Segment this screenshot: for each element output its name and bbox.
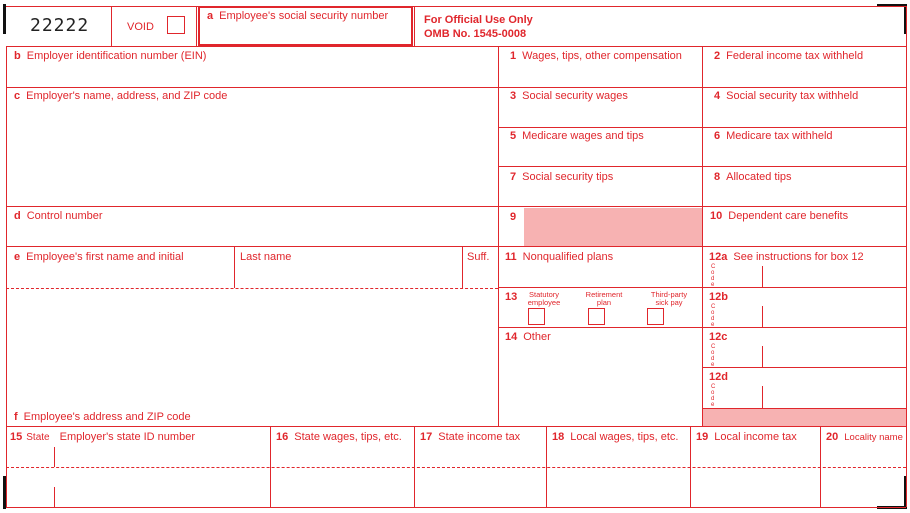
box-18-label: 18 Local wages, tips, etc. (552, 431, 679, 443)
box-c-label: c Employer's name, address, and ZIP code (14, 90, 228, 102)
dependent-care-field[interactable] (703, 226, 905, 245)
box-19-label: 19 Local income tax (696, 431, 797, 443)
box-12d-code-field[interactable] (719, 386, 761, 407)
box-4-label: 4 Social security tax withheld (714, 90, 859, 102)
employee-first-name-field[interactable] (7, 266, 233, 287)
box-12c-amount-field[interactable] (764, 346, 905, 366)
employee-suffix-field[interactable] (463, 266, 497, 287)
employer-name-address-field[interactable] (7, 106, 497, 205)
employee-last-name-field[interactable] (235, 266, 461, 287)
wages-field[interactable] (499, 66, 701, 86)
nonqualified-plans-field[interactable] (499, 266, 701, 286)
box-e-last-name: Last name (240, 251, 292, 263)
box-d-label: d Control number (14, 210, 103, 222)
state-field[interactable] (7, 447, 53, 506)
box-1-label: 1 Wages, tips, other compensation (510, 50, 682, 62)
box-10-label: 10 Dependent care benefits (710, 210, 849, 222)
corner-mark-tl (3, 4, 6, 34)
box-9-label: 9 (510, 211, 517, 223)
box-e-label: e Employee's first name and initial (14, 251, 184, 263)
box-12c-code-label: Code (711, 344, 716, 368)
ss-tips-field[interactable] (499, 186, 701, 205)
third-party-sick-pay-checkbox[interactable] (647, 308, 664, 325)
box-16-label: 16 State wages, tips, etc. (276, 431, 402, 443)
box-12c-label: 12c (709, 331, 728, 343)
box-12b-label: 12b (709, 291, 728, 303)
control-number-field[interactable] (7, 226, 497, 245)
official-use-title: For Official Use Only (424, 14, 533, 26)
box-12a-label: 12a See instructions for box 12 (709, 251, 864, 263)
box-12d-bottom-shade (703, 409, 906, 426)
allocated-tips-field[interactable] (703, 186, 905, 205)
box-17-label: 17 State income tax (420, 431, 521, 443)
box-12b-amount-field[interactable] (764, 306, 905, 326)
statutory-employee-label: Statutory employee (527, 290, 561, 307)
box-3-label: 3 Social security wages (510, 90, 628, 102)
federal-tax-field[interactable] (703, 66, 905, 86)
retirement-plan-label: Retirement plan (585, 290, 623, 307)
box-12d-label: 12d (709, 371, 728, 383)
box-f-label: f Employee's address and ZIP code (14, 411, 191, 423)
medicare-tax-field[interactable] (703, 146, 905, 165)
box-14-label: 14 Other (505, 331, 551, 343)
box-9-shade (524, 208, 702, 246)
box-a-label: a Employee's social security number (207, 10, 389, 22)
box-12a-code-label: Code (711, 264, 716, 288)
box-12b-code-label: Code (711, 304, 716, 328)
retirement-plan-checkbox[interactable] (588, 308, 605, 325)
box-12b-code-field[interactable] (719, 306, 761, 326)
state-wages-field[interactable] (271, 447, 413, 506)
medicare-wages-field[interactable] (499, 146, 701, 165)
state-income-tax-field[interactable] (415, 447, 545, 506)
box-2-label: 2 Federal income tax withheld (714, 50, 864, 62)
box-12a-code-field[interactable] (719, 266, 761, 286)
void-label: VOID (127, 21, 154, 33)
box-12d-amount-field[interactable] (764, 386, 905, 407)
box-8-label: 8 Allocated tips (714, 171, 792, 183)
ss-tax-field[interactable] (703, 106, 905, 126)
void-checkbox[interactable] (167, 16, 185, 34)
box-11-label: 11 Nonqualified plans (505, 251, 614, 263)
other-field[interactable] (499, 346, 701, 425)
box-7-label: 7 Social security tips (510, 171, 614, 183)
box-12a-amount-field[interactable] (764, 266, 905, 286)
omb-number: OMB No. 1545-0008 (424, 28, 527, 40)
box-15-label: 15 State Employer's state ID number (10, 431, 195, 443)
local-wages-field[interactable] (547, 447, 689, 506)
box-13-number: 13 (505, 291, 518, 303)
box-6-label: 6 Medicare tax withheld (714, 130, 833, 142)
employee-address-field[interactable] (7, 290, 497, 408)
box-e-suffix: Suff. (467, 251, 490, 263)
local-income-tax-field[interactable] (691, 447, 819, 506)
ein-field[interactable] (7, 64, 497, 86)
form-number: 22222 (30, 15, 90, 36)
locality-name-field[interactable] (821, 447, 905, 506)
statutory-employee-checkbox[interactable] (528, 308, 545, 325)
box-12d-code-label: Code (711, 384, 716, 408)
box-20-label: 20 Locality name (826, 431, 903, 443)
box-b-label: b Employer identification number (EIN) (14, 50, 207, 62)
third-party-sick-pay-label: Third-party sick pay (650, 290, 688, 307)
box-5-label: 5 Medicare wages and tips (510, 130, 644, 142)
ss-wages-field[interactable] (499, 106, 701, 126)
state-id-field[interactable] (56, 447, 269, 506)
box-12c-code-field[interactable] (719, 346, 761, 366)
